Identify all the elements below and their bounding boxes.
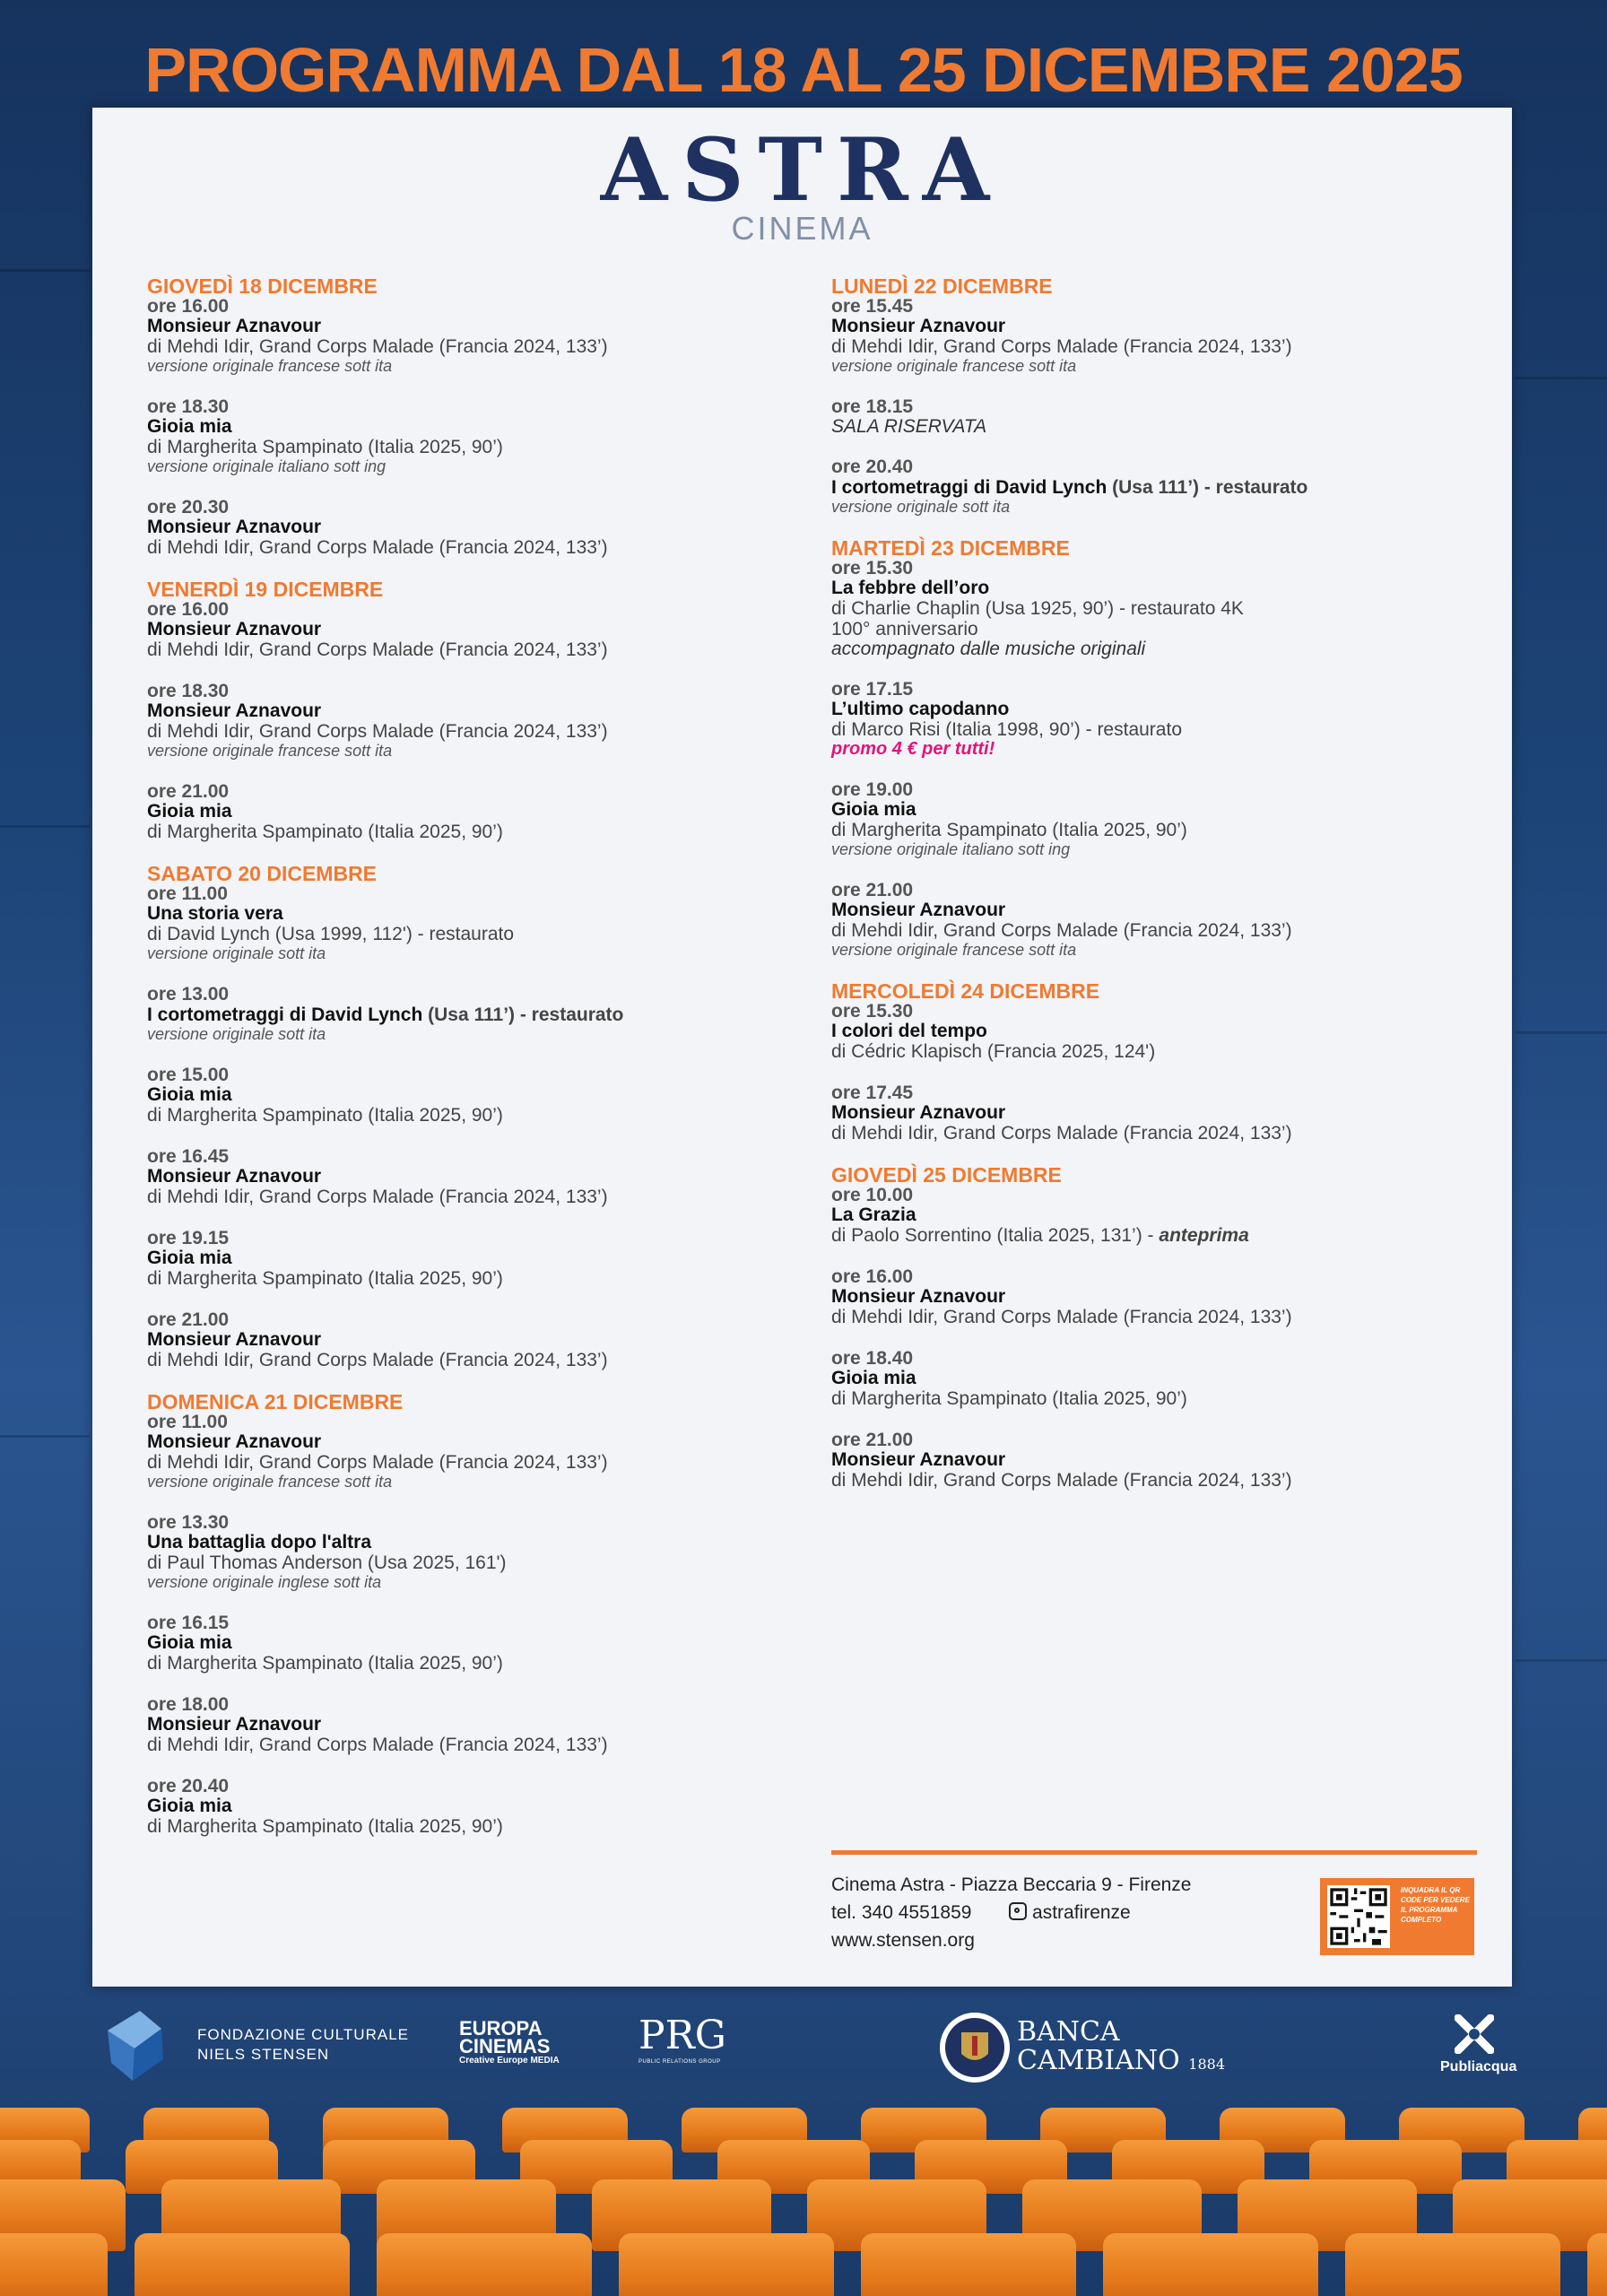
film-title-text: Gioia mia	[147, 416, 232, 437]
film-title	[831, 900, 1459, 920]
cinema-seats	[0, 2099, 1607, 2296]
language-note: versione originale italiano sott ing	[831, 840, 1071, 858]
day-block	[831, 981, 1459, 1144]
phone-social-row	[831, 1899, 1333, 1926]
screening	[831, 1349, 1459, 1409]
film-credit	[831, 719, 1459, 740]
film-title-text: Monsieur Aznavour	[147, 1166, 322, 1187]
film-title-text: La Grazia	[831, 1205, 916, 1225]
screening-time: ore 20.40	[147, 1776, 230, 1796]
screening	[831, 780, 1459, 859]
film-title-text: Gioia mia	[147, 801, 232, 822]
film-title	[147, 1330, 775, 1350]
day-block	[147, 579, 775, 842]
film-title	[831, 317, 1459, 336]
film-credit-text: di Cédric Klapisch (Francia 2025, 124')	[831, 1041, 1156, 1062]
film-title-text: Monsieur Aznavour	[147, 1431, 322, 1452]
film-credit	[147, 1653, 775, 1674]
screening	[147, 1777, 775, 1837]
film-title	[831, 1022, 1459, 1041]
screening-note: accompagnato dalle musiche originali	[831, 639, 1146, 659]
stensen-logo-text: FONDAZIONE CULTURALE NIELS STENSEN	[197, 2026, 409, 2063]
film-title	[147, 1633, 775, 1653]
film-title-text: La febbre dell’oro	[831, 578, 990, 598]
screening	[147, 297, 775, 376]
screening	[147, 1065, 775, 1126]
seat	[377, 2233, 592, 2296]
film-credit-text: di Margherita Spampinato (Italia 2025, 90’)	[831, 820, 1187, 840]
europa-cinemas-line2: CINEMAS	[459, 2035, 551, 2057]
screening-time: ore 16.00	[147, 296, 230, 317]
screening-note: SALA RISERVATA	[831, 416, 987, 437]
wall-seam	[0, 269, 90, 272]
day-block	[831, 538, 1459, 960]
screening	[831, 881, 1459, 960]
prg-logo-subtitle: PUBLIC RELATIONS GROUP	[638, 2059, 721, 2065]
film-title-text: Gioia mia	[831, 799, 916, 820]
day-block	[831, 276, 1459, 517]
screening-time: ore 10.00	[831, 1185, 914, 1205]
film-credit-text: di Mehdi Idir, Grand Corps Malade (Francia 2024, 133’)	[147, 1350, 608, 1370]
screening	[831, 457, 1459, 517]
screening-time: ore 17.15	[831, 679, 914, 700]
screening	[831, 680, 1459, 759]
day-heading: GIOVEDÌ 25 DICEMBRE	[831, 1163, 1062, 1187]
seat	[861, 2233, 1076, 2296]
screening-time: ore 16.00	[831, 1266, 914, 1287]
wall-seam	[0, 825, 90, 828]
language-note: versione originale francese sott ita	[831, 941, 1077, 959]
instagram-icon	[1009, 1902, 1027, 1920]
film-credit	[147, 1187, 775, 1207]
film-title	[831, 800, 1459, 820]
film-credit-text: di Margherita Spampinato (Italia 2025, 90’)	[831, 1388, 1187, 1409]
film-title	[147, 1533, 775, 1552]
seat	[1345, 2233, 1560, 2296]
screening	[147, 782, 775, 842]
stensen-logo-icon	[99, 2004, 181, 2086]
screening-time: ore 21.00	[831, 1430, 914, 1450]
sponsors-bar	[0, 1998, 1607, 2079]
film-credit-text: di Mehdi Idir, Grand Corps Malade (Francia 2024, 133’)	[147, 1452, 608, 1473]
film-credit-text: di Mehdi Idir, Grand Corps Malade (Francia 2024, 133’)	[831, 1307, 1292, 1327]
screening-time: ore 20.30	[147, 497, 230, 517]
screening	[831, 297, 1459, 376]
screening-time: ore 15.00	[147, 1065, 230, 1085]
film-title	[831, 1450, 1459, 1470]
screening	[147, 498, 775, 558]
film-credit-inline: (Usa 111’) - restaurato	[1107, 477, 1308, 498]
film-title-text: Monsieur Aznavour	[831, 316, 1006, 336]
film-title	[147, 701, 775, 721]
screening-time: ore 15.30	[831, 558, 914, 578]
screening	[831, 1002, 1459, 1062]
screening-time: ore 21.00	[147, 781, 230, 802]
film-credit	[831, 1225, 1459, 1246]
film-credit	[147, 1735, 775, 1755]
film-title-text: Monsieur Aznavour	[147, 1329, 322, 1350]
screening	[147, 985, 775, 1044]
film-title-text: I cortometraggi di David Lynch	[831, 477, 1108, 498]
astra-logo-subtitle: CINEMA	[731, 210, 873, 247]
film-credit	[147, 537, 775, 558]
film-credit-extra: 100° anniversario	[831, 619, 978, 639]
language-note: versione originale francese sott ita	[831, 357, 1077, 375]
film-credit-text: di Mehdi Idir, Grand Corps Malade (Francia 2024, 133’)	[831, 1123, 1292, 1144]
program-sheet	[92, 108, 1512, 1987]
film-title-text: Una storia vera	[147, 903, 283, 924]
seat	[0, 2233, 108, 2296]
film-credit	[831, 1307, 1459, 1327]
film-credit-text: di Mehdi Idir, Grand Corps Malade (Francia 2024, 133’)	[147, 537, 608, 558]
screening-time: ore 13.30	[147, 1512, 230, 1533]
day-heading: SABATO 20 DICEMBRE	[147, 862, 378, 885]
day-block	[147, 276, 775, 558]
screening-time: ore 15.30	[831, 1001, 914, 1022]
screening-time: ore 16.00	[147, 599, 230, 620]
film-title-text: Monsieur Aznavour	[147, 619, 322, 639]
film-credit	[147, 639, 775, 660]
europa-cinemas-tagline: Creative Europe MEDIA	[459, 2056, 560, 2066]
language-note: versione originale sott ita	[147, 1025, 326, 1043]
instagram-handle[interactable]: astrafirenze	[1032, 1902, 1131, 1923]
wall-seam	[1516, 1031, 1607, 1034]
film-credit	[831, 1041, 1459, 1062]
screening-time: ore 19.00	[831, 779, 914, 800]
language-note: versione originale inglese sott ita	[147, 1573, 382, 1591]
film-credit-text: di Margherita Spampinato (Italia 2025, 90’)	[147, 1268, 503, 1289]
film-credit	[147, 721, 775, 742]
film-credit-text: di Margherita Spampinato (Italia 2025, 90’)	[147, 822, 503, 842]
film-credit-text: di Paolo Sorrentino (Italia 2025, 131’) -	[831, 1225, 1160, 1246]
film-title-text: Gioia mia	[147, 1084, 232, 1105]
film-title	[147, 417, 775, 437]
film-title	[831, 578, 1459, 598]
screening	[831, 1083, 1459, 1144]
film-credit-text: di Mehdi Idir, Grand Corps Malade (Francia 2024, 133’)	[147, 721, 608, 742]
wall-seam	[1516, 377, 1607, 379]
film-title-text: Gioia mia	[147, 1632, 232, 1653]
screening-time: ore 19.15	[147, 1228, 230, 1248]
film-credit-inline: (Usa 111’) - restaurato	[422, 1004, 624, 1025]
film-credit	[831, 1123, 1459, 1144]
screening	[147, 884, 775, 963]
film-credit-text: di Mehdi Idir, Grand Corps Malade (Francia 2024, 133’)	[147, 639, 608, 660]
qr-panel	[1320, 1878, 1474, 1955]
film-title-text: I colori del tempo	[831, 1021, 987, 1041]
prg-logo: PRG	[638, 2013, 726, 2058]
screening	[147, 397, 775, 476]
film-title-text: Gioia mia	[147, 1796, 232, 1816]
footer-divider	[831, 1850, 1477, 1855]
film-credit	[147, 1552, 775, 1573]
screening-time: ore 18.30	[147, 396, 230, 417]
film-credit	[831, 1470, 1459, 1491]
screening	[147, 682, 775, 761]
astra-logo: ASTRA	[600, 119, 1004, 221]
promo-note: promo 4 € per tutti!	[831, 739, 995, 759]
film-title-text: Monsieur Aznavour	[147, 700, 322, 721]
phone: tel. 340 4551859	[831, 1902, 972, 1923]
film-credit-text: di Marco Risi (Italia 1998, 90’) - restaurato	[831, 719, 1182, 740]
film-title	[831, 1369, 1459, 1388]
film-title	[147, 517, 775, 537]
screening-time: ore 11.00	[147, 883, 228, 904]
qr-caption: INQUADRA IL QR CODE PER VEDERE IL PROGRAMMA COMPLETO	[1401, 1886, 1470, 1924]
screening	[831, 1267, 1459, 1327]
screening-time: ore 17.45	[831, 1083, 914, 1103]
screening	[147, 1513, 775, 1592]
film-credit	[831, 1388, 1459, 1409]
film-title	[147, 1085, 775, 1105]
film-credit-text: di Margherita Spampinato (Italia 2025, 90’)	[147, 1105, 503, 1126]
film-credit	[147, 1816, 775, 1837]
film-credit-text: di Margherita Spampinato (Italia 2025, 90’)	[147, 1653, 503, 1674]
screening	[147, 1413, 775, 1492]
film-credit	[147, 1350, 775, 1370]
film-title	[147, 904, 775, 924]
banca-cambiano-crest-icon	[938, 2011, 1012, 2084]
day-heading: LUNEDÌ 22 DICEMBRE	[831, 274, 1053, 298]
banca-cambiano-logo	[1017, 2018, 1225, 2079]
day-heading: GIOVEDÌ 18 DICEMBRE	[147, 274, 378, 298]
europa-cinemas-logo	[459, 2017, 560, 2066]
film-credit-text: di Mehdi Idir, Grand Corps Malade (Francia 2024, 133’)	[831, 336, 1292, 357]
film-credit	[831, 920, 1459, 941]
film-credit	[831, 820, 1459, 840]
day-heading: DOMENICA 21 DICEMBRE	[147, 1390, 404, 1413]
screening-time: ore 11.00	[147, 1412, 228, 1432]
screening	[147, 1613, 775, 1674]
screening-time: ore 16.45	[147, 1146, 230, 1167]
film-credit-text: di Mehdi Idir, Grand Corps Malade (Francia 2024, 133’)	[147, 336, 608, 357]
film-credit-text: di Charlie Chaplin (Usa 1925, 90’) - restaurato 4K	[831, 598, 1244, 619]
address: Cinema Astra - Piazza Beccaria 9 - Firenze	[831, 1874, 1192, 1895]
film-credit	[147, 1452, 775, 1473]
film-title	[147, 1432, 775, 1452]
screening-time: ore 13.00	[147, 984, 230, 1004]
screening-time: ore 20.40	[831, 457, 914, 477]
contact-info	[831, 1871, 1333, 1954]
language-note: versione originale italiano sott ing	[147, 457, 387, 475]
day-block	[147, 1392, 775, 1837]
banca-cambiano-year: 1884	[1188, 2056, 1226, 2073]
film-credit	[147, 1268, 775, 1289]
film-title	[831, 1103, 1459, 1123]
film-credit	[147, 336, 775, 357]
film-title	[831, 700, 1459, 719]
screening	[147, 600, 775, 660]
qr-code-icon[interactable]	[1327, 1885, 1390, 1948]
language-note: versione originale francese sott ita	[147, 742, 393, 760]
film-title	[831, 477, 1459, 498]
film-title-text: Monsieur Aznavour	[147, 1714, 322, 1735]
screening-time: ore 18.30	[147, 681, 230, 701]
film-title	[147, 1715, 775, 1735]
film-title-text: Monsieur Aznavour	[831, 1286, 1006, 1307]
film-title-text: Monsieur Aznavour	[831, 1449, 1006, 1470]
screening	[831, 559, 1459, 658]
screening	[147, 1147, 775, 1207]
day-heading: VENERDÌ 19 DICEMBRE	[147, 578, 384, 601]
film-credit-text: di Margherita Spampinato (Italia 2025, 90’)	[147, 437, 503, 457]
seat	[619, 2233, 834, 2296]
day-heading: MERCOLEDÌ 24 DICEMBRE	[831, 979, 1100, 1003]
film-title-text: Monsieur Aznavour	[831, 1102, 1006, 1123]
film-credit	[831, 598, 1459, 619]
film-credit-text: di Paul Thomas Anderson (Usa 2025, 161')	[147, 1552, 507, 1573]
film-title-text: Gioia mia	[147, 1248, 232, 1268]
film-credit-text: di Mehdi Idir, Grand Corps Malade (Francia 2024, 133’)	[831, 920, 1292, 941]
film-credit-text: di Mehdi Idir, Grand Corps Malade (Francia 2024, 133’)	[147, 1187, 608, 1207]
film-title-text: Monsieur Aznavour	[831, 900, 1006, 920]
film-title	[147, 1004, 775, 1025]
screening-time: ore 18.40	[831, 1348, 914, 1369]
publiacqua-logo-icon	[1455, 2014, 1494, 2054]
screening-time: ore 15.45	[831, 296, 914, 317]
film-credit-text: di Mehdi Idir, Grand Corps Malade (Francia 2024, 133’)	[147, 1735, 608, 1755]
language-note: versione originale francese sott ita	[147, 357, 393, 375]
banca-cambiano-line1: BANCA	[1017, 2016, 1120, 2048]
film-title	[147, 1796, 775, 1816]
film-title	[147, 1248, 775, 1268]
page-title: PROGRAMMA DAL 18 AL 25 DICEMBRE 2025	[144, 35, 1463, 105]
publiacqua-logo-text: Publiacqua	[1440, 2059, 1517, 2074]
banca-cambiano-line2: CAMBIANO	[1017, 2045, 1180, 2076]
language-note: versione originale sott ita	[831, 498, 1011, 516]
europa-cinemas-line1: EUROPA	[459, 2017, 543, 2039]
website-link[interactable]: www.stensen.org	[831, 1930, 975, 1951]
screening-time: ore 18.00	[147, 1694, 230, 1715]
film-title-text: Una battaglia dopo l'altra	[147, 1532, 372, 1552]
language-note: versione originale sott ita	[147, 944, 326, 962]
film-credit-text: di Margherita Spampinato (Italia 2025, 90’)	[147, 1816, 503, 1837]
film-credit	[147, 1105, 775, 1126]
film-title	[147, 620, 775, 639]
film-title-text: I cortometraggi di David Lynch	[147, 1004, 423, 1025]
film-title-text: Monsieur Aznavour	[147, 517, 322, 537]
film-title-text: Gioia mia	[831, 1368, 916, 1388]
day-heading: MARTEDÌ 23 DICEMBRE	[831, 536, 1070, 560]
screening-time: ore 16.15	[147, 1613, 230, 1633]
film-title	[147, 1167, 775, 1187]
film-credit	[831, 336, 1459, 357]
film-title	[147, 802, 775, 822]
schedule-column-left	[147, 276, 775, 1858]
seat	[1587, 2233, 1607, 2296]
screening	[831, 397, 1459, 436]
screening-time: ore 21.00	[147, 1309, 230, 1330]
film-credit	[147, 822, 775, 842]
screening	[831, 1431, 1459, 1491]
film-credit	[147, 924, 775, 944]
day-block	[147, 864, 775, 1370]
film-title	[831, 1287, 1459, 1307]
screening	[147, 1310, 775, 1370]
film-credit-highlight: anteprima	[1159, 1225, 1249, 1246]
film-credit-text: di Mehdi Idir, Grand Corps Malade (Francia 2024, 133’)	[831, 1470, 1292, 1491]
screening-time: ore 18.15	[831, 396, 914, 417]
film-title-text: L’ultimo capodanno	[831, 699, 1010, 719]
screening	[147, 1695, 775, 1755]
wall-seam	[1516, 1659, 1607, 1662]
schedule-column-right	[831, 276, 1459, 1512]
day-block	[831, 1165, 1459, 1491]
screening	[831, 1186, 1459, 1246]
film-title-text: Monsieur Aznavour	[147, 316, 322, 336]
film-credit-text: di David Lynch (Usa 1999, 112') - restaurato	[147, 924, 515, 944]
film-title	[831, 1205, 1459, 1225]
seat	[1103, 2233, 1318, 2296]
film-credit	[147, 437, 775, 457]
screening	[147, 1229, 775, 1289]
wall-seam	[0, 1435, 90, 1438]
screening-time: ore 21.00	[831, 880, 914, 900]
language-note: versione originale francese sott ita	[147, 1473, 393, 1491]
film-title	[147, 317, 775, 336]
seat	[135, 2233, 350, 2296]
